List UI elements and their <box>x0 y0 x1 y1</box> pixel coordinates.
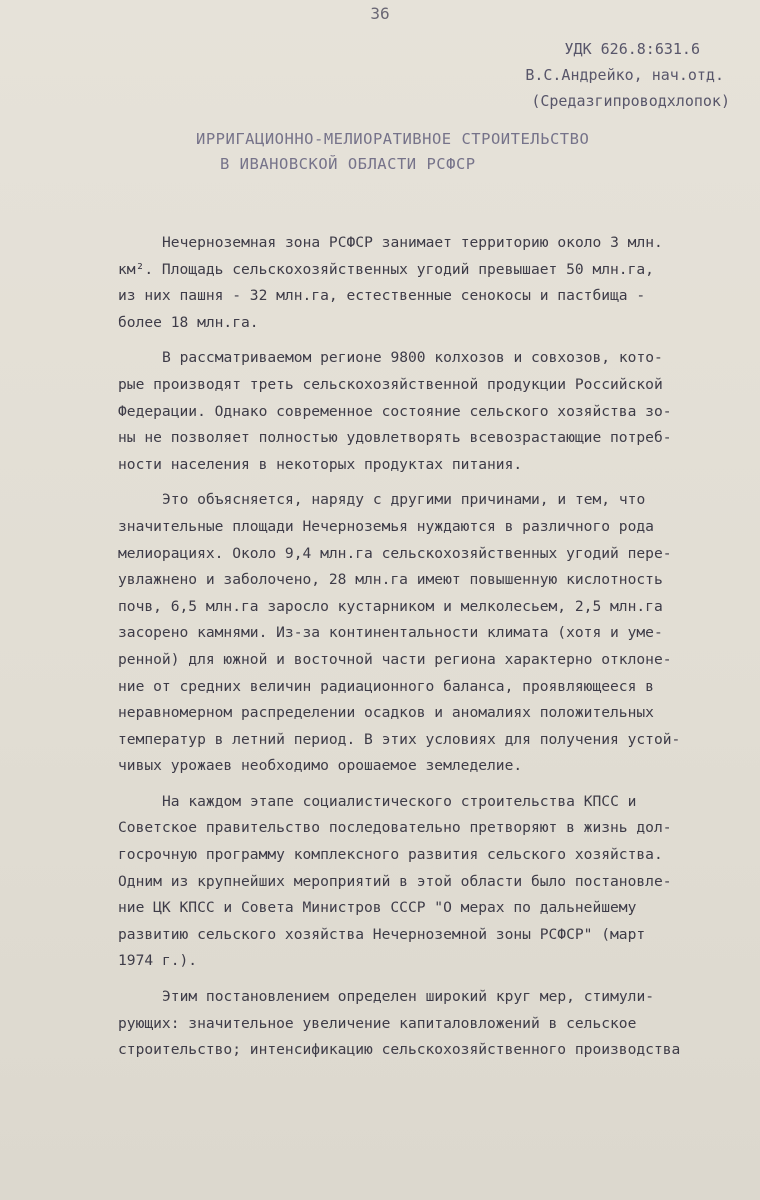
article-title-line-1: ИРРИГАЦИОННО-МЕЛИОРАТИВНОЕ СТРОИТЕЛЬСТВО <box>196 130 590 148</box>
article-body <box>118 230 753 1064</box>
text-line: ны не позволяет полностью удовлетворять всевозрастающие потреб- <box>118 429 672 447</box>
text-line: засорено камнями. Из-за континентальности климата (хотя и уме- <box>118 624 663 642</box>
text-line: неравномерном распределении осадков и аномалиях положительных <box>118 704 654 722</box>
text-line: почв, 6,5 млн.га заросло кустарником и мелколесьем, 2,5 млн.га <box>118 597 663 615</box>
text-line: мелиорациях. Около 9,4 млн.га сельскохозяйственных угодий пере- <box>118 544 672 562</box>
paragraph <box>118 345 753 478</box>
text-line: Советское правительство последовательно претворяют в жизнь дол- <box>118 819 672 837</box>
text-line: км². Площадь сельскохозяйственных угодий превышает 50 млн.га, <box>118 260 654 278</box>
text-line: госрочную программу комплексного развития сельского хозяйства. <box>118 846 663 864</box>
text-line: ние ЦК КПСС и Совета Министров СССР "О мерах по дальнейшему <box>118 899 637 917</box>
text-line: температур в летний период. В этих условиях для получения устой- <box>118 730 681 748</box>
text-line: 1974 г.). <box>118 952 198 970</box>
text-line: Одним из крупнейших мероприятий в этой области было постановле- <box>118 872 672 890</box>
text-line: из них пашня - 32 млн.га, естественные сенокосы и пастбища - <box>118 287 646 305</box>
text-line: Федерации. Однако современное состояние сельского хозяйства зо- <box>118 402 672 420</box>
text-line: ние от средних величин радиационного баланса, проявляющееся в <box>118 677 654 695</box>
text-line: строительство; интенсификацию сельскохозяйственного производства <box>118 1041 681 1059</box>
paragraph <box>118 487 753 780</box>
text-line: развитию сельского хозяйства Нечерноземной зоны РСФСР" (март <box>118 925 646 943</box>
text-line: В рассматриваемом регионе 9800 колхозов и совхозов, кото- <box>162 349 663 367</box>
text-line: Это объясняется, наряду с другими причинами, и тем, что <box>162 491 646 509</box>
paragraph <box>118 984 753 1064</box>
text-line: значительные площади Нечерноземья нуждаются в различного рода <box>118 517 654 535</box>
text-line: На каждом этапе социалистического строительства КПСС и <box>162 792 637 810</box>
udc-code: УДК 626.8:631.6 <box>564 40 700 58</box>
text-line: Нечерноземная зона РСФСР занимает территорию около 3 млн. <box>162 234 663 251</box>
text-line: рующих: значительное увеличение капиталовложений в сельское <box>118 1014 637 1032</box>
text-line: более 18 млн.га. <box>118 313 259 331</box>
organization-line: (Средазгипроводхлопок) <box>531 92 730 110</box>
author-line: В.С.Андрейко, нач.отд. <box>525 66 724 84</box>
text-line: увлажнено и заболочено, 28 млн.га имеют повышенную кислотность <box>118 571 663 589</box>
text-line: рые производят треть сельскохозяйственной продукции Российской <box>118 375 663 393</box>
article-title-line-2: В ИВАНОВСКОЙ ОБЛАСТИ РСФСР <box>220 155 476 173</box>
text-line: ренной) для южной и восточной части региона характерно отклоне- <box>118 650 672 668</box>
paragraph <box>118 230 753 336</box>
page-number: 36 <box>370 4 390 23</box>
text-line: чивых урожаев необходимо орошаемое земледелие. <box>118 757 523 775</box>
text-line: Этим постановлением определен широкий круг мер, стимули- <box>162 988 655 1006</box>
text-line: ности населения в некоторых продуктах питания. <box>118 455 523 473</box>
paragraph <box>118 789 753 975</box>
